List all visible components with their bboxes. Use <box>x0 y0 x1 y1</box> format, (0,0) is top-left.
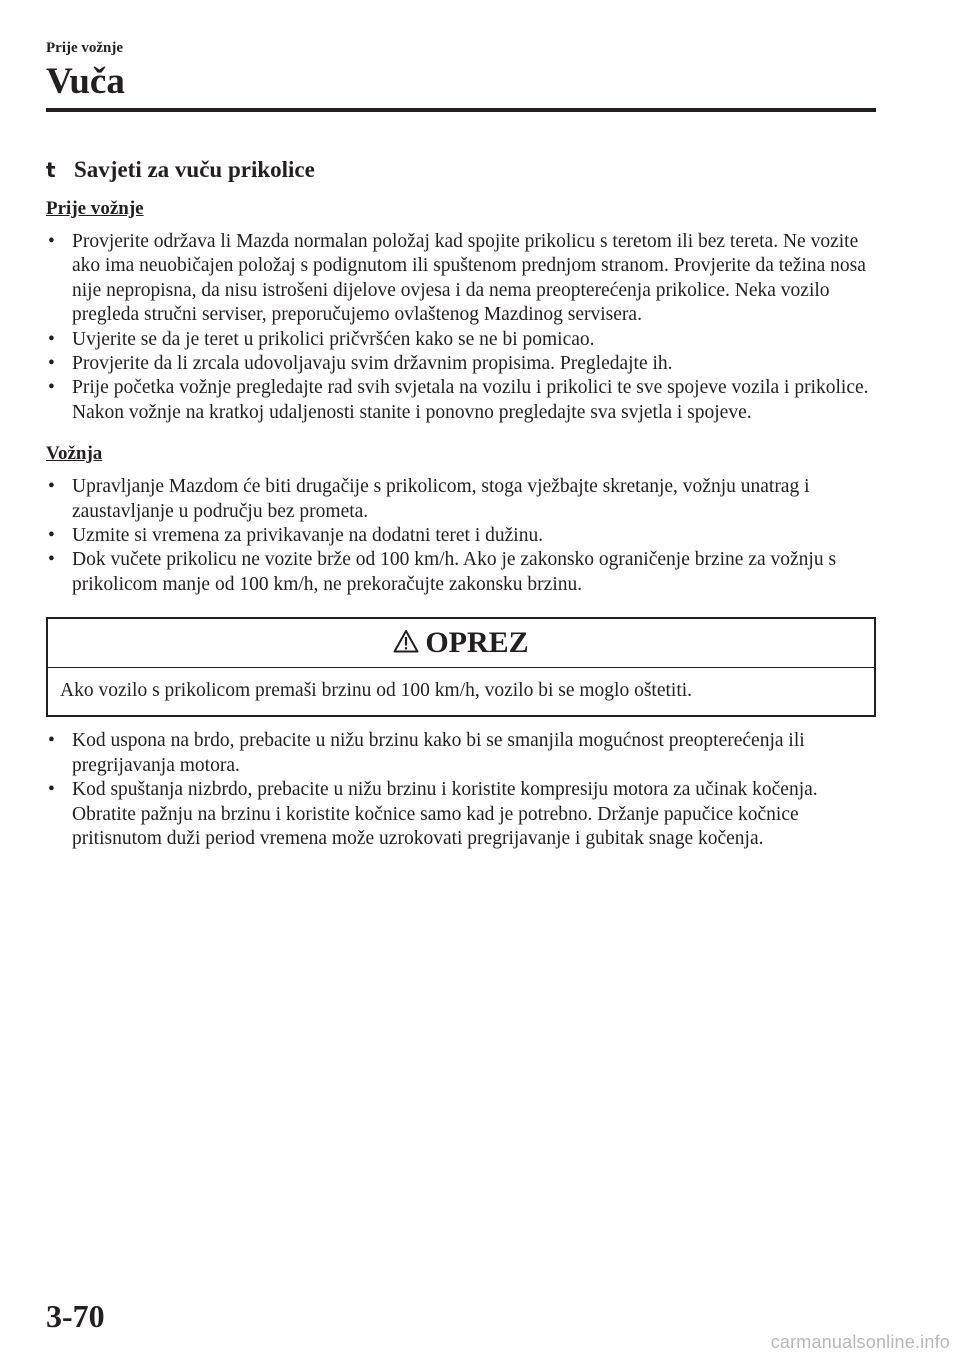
caution-title: OPREZ <box>425 626 529 660</box>
bullet-icon: • <box>48 353 55 375</box>
caution-box <box>46 617 876 717</box>
list-item: • Provjerite da li zrcala udovoljavaju svim državnim propisima. Pregledajte ih. <box>46 352 876 376</box>
list-item: • Kod uspona na brdo, prebacite u nižu brzinu kako bi se smanjila mogućnost preopterećenja ili pregrijavanja motora. <box>48 730 805 776</box>
list-item: • Uzmite si vremena za privikavanje na dodatni teret i dužinu. <box>46 524 876 548</box>
warning-triangle-icon <box>393 629 419 658</box>
bullet-icon: • <box>48 730 55 752</box>
bullet-icon: • <box>48 231 55 252</box>
bullet-icon: • <box>48 549 55 571</box>
page-header <box>46 38 876 104</box>
bullet-icon: • <box>48 476 55 498</box>
bullet-list-before-driving <box>46 230 876 425</box>
subheading-driving: Vožnja <box>46 443 103 465</box>
list-item: • Upravljanje Mazdom će biti drugačije s prikolicom, stoga vježbajte skretanje, vožnju unatrag i zaustavljanje u području bez prometa. <box>48 476 810 522</box>
header-section-label: Prije vožnje <box>46 40 124 56</box>
section-title-text: Savjeti za vuču prikolice <box>74 157 315 182</box>
caution-text: Ako vozilo s prikolicom premaši brzinu od 100 km/h, vozilo bi se moglo oštetiti. <box>60 680 693 702</box>
bullet-list-driving <box>46 475 876 597</box>
header-divider <box>46 108 876 112</box>
bullet-icon: • <box>48 328 55 350</box>
subheading-before-driving: Prije vožnje <box>46 198 144 219</box>
bullet-icon: • <box>48 525 55 547</box>
bullet-icon: • <box>48 779 55 801</box>
bullet-list-after-caution <box>46 729 876 851</box>
section-marker-icon: t <box>46 158 56 182</box>
page-number: 3-70 <box>46 1298 105 1334</box>
header-title: Vuča <box>46 61 125 102</box>
main-content <box>46 154 876 851</box>
list-item: • Kod spuštanja nizbrdo, prebacite u nižu brzinu i koristite kompresiju motora za učinak kočenja. Obratite pažnju na brzinu i koristite kočnice samo kad je potrebno. Držanje papučice kočnice pritisnutom duži period vremena može uzrokovati pregrijavanje i gubitak snage kočenja. <box>48 779 818 849</box>
bullet-icon: • <box>48 377 55 399</box>
section-title <box>46 154 876 186</box>
list-item: • Uvjerite se da je teret u prikolici pričvršćen kako se ne bi pomicao. <box>46 328 876 352</box>
watermark: carmanualsonline.info <box>770 1332 950 1352</box>
list-item: • Dok vučete prikolicu ne vozite brže od 100 km/h. Ako je zakonsko ograničenje brzine za vožnju s prikolicom manje od 100 km/h, ne prekoračujte zakonsku brzinu. <box>48 549 837 595</box>
caution-header <box>48 619 874 668</box>
list-item: • Provjerite održava li Mazda normalan položaj kad spojite prikolicu s teretom ili bez tereta. Ne vozite ako ima neuobičajen položaj s podignutom ili spuštenom prednjom stranom. Provjerite da težina nosa nije nepropisna, da nisu istrošeni dijelove ovjesa i da nema preopterećenja prikolice. Neka vozilo pregleda stručni serviser, preporučujemo ovlaštenog Mazdinog servisera. <box>48 231 866 326</box>
list-item: • Prije početka vožnje pregledajte rad svih svjetala na vozilu i prikolici te sve spojeve vozila i prikolice. Nakon vožnje na kratkoj udaljenosti stanite i ponovno pregledajte sva svjetla i spojeve. <box>48 377 869 423</box>
